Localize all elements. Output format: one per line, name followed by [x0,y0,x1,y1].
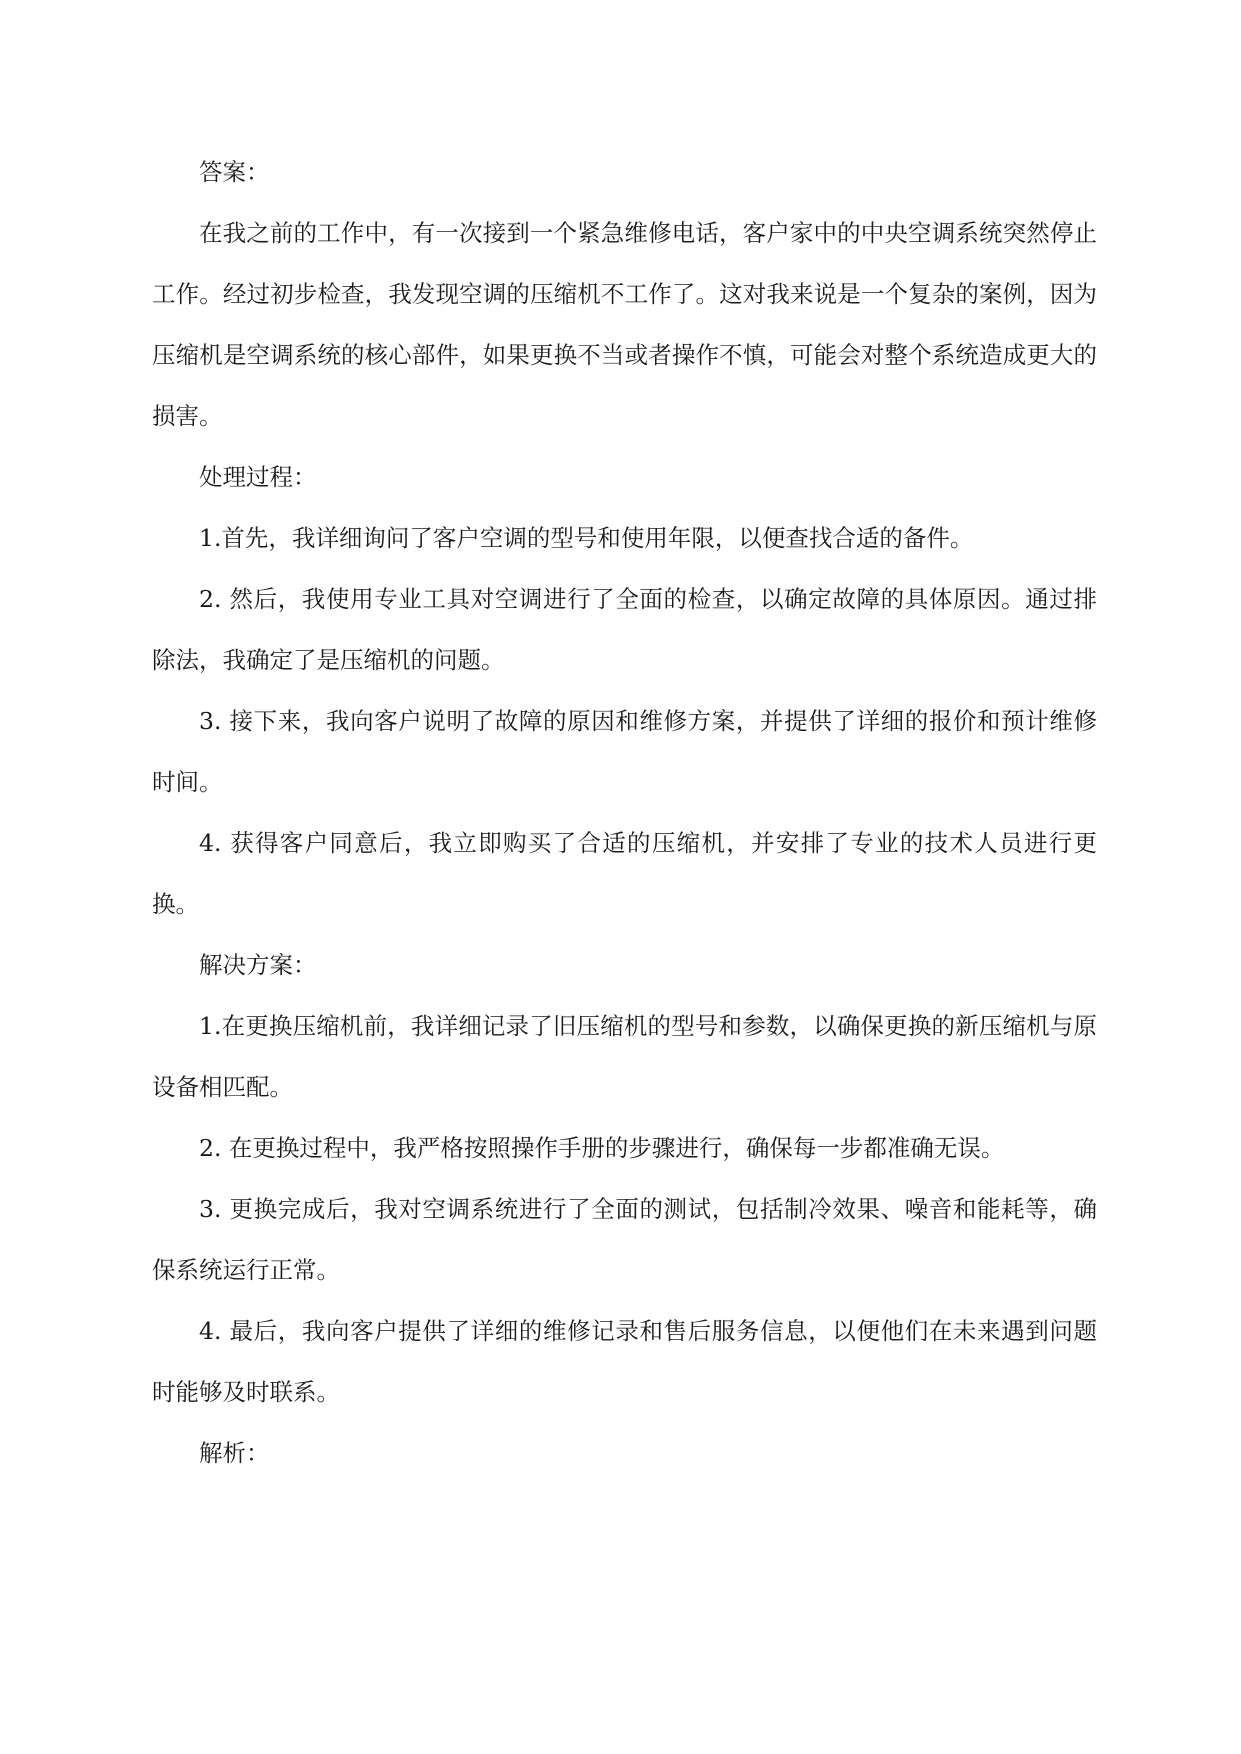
process-step-1: 1.首先，我详细询问了客户空调的型号和使用年限，以便查找合适的备件。 [199,524,974,552]
analysis-heading: 解析： [199,1439,270,1467]
case-description: 在我之前的工作中，有一次接到一个紧急维修电话，客户家中的中央空调系统突然停止工作。经过初步检查，我发现空调的压缩机不工作了。这对我来说是一个复杂的案例，因为压缩机是空调系统的核心部件，如果更换不当或者操作不慎，可能会对整个系统造成更大的损害。 [152,219,1097,430]
process-step-2: 2. 然后，我使用专业工具对空调进行了全面的检查，以确定故障的具体原因。通过排除法，我确定了是压缩机的问题。 [152,585,1097,674]
document-body [152,142,1097,1484]
process-step-4: 4. 获得客户同意后，我立即购买了合适的压缩机，并安排了专业的技术人员进行更换。 [152,829,1097,918]
process-step-3: 3. 接下来，我向客户说明了故障的原因和维修方案，并提供了详细的报价和预计维修时间。 [152,707,1097,796]
solution-step-3: 3. 更换完成后，我对空调系统进行了全面的测试，包括制冷效果、噪音和能耗等，确保系统运行正常。 [152,1195,1097,1284]
solution-step-4: 4. 最后，我向客户提供了详细的维修记录和售后服务信息，以便他们在未来遇到问题时能够及时联系。 [152,1317,1097,1406]
answer-heading: 答案： [199,158,270,186]
process-heading: 处理过程： [199,463,317,491]
solution-heading: 解决方案： [199,951,317,979]
solution-step-1: 1.在更换压缩机前，我详细记录了旧压缩机的型号和参数，以确保更换的新压缩机与原设备相匹配。 [152,1012,1097,1101]
solution-step-2: 2. 在更换过程中，我严格按照操作手册的步骤进行，确保每一步都准确无误。 [199,1134,1005,1162]
